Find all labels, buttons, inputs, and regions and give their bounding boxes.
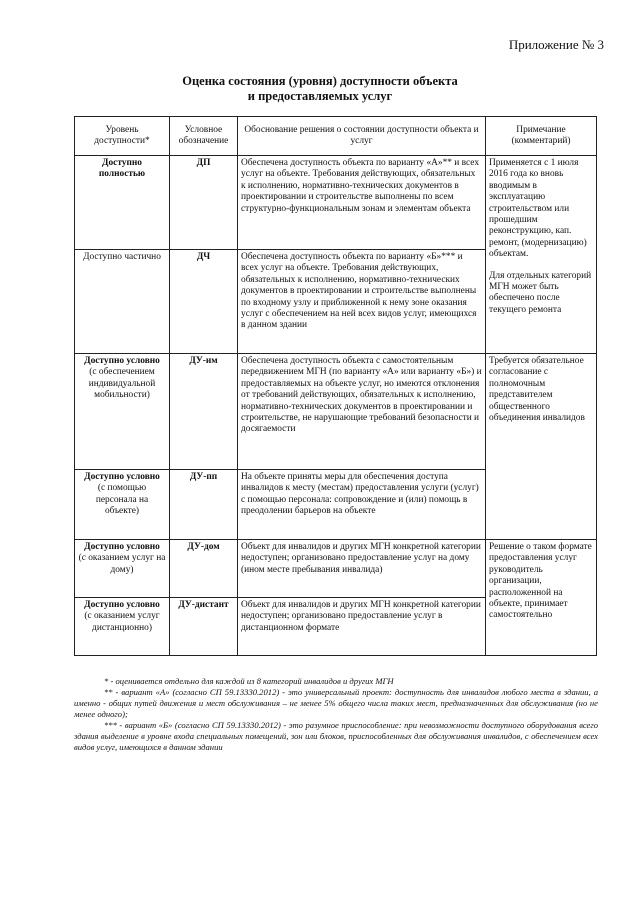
- footnote: *** - вариант «Б» (согласно СП 59.13330.2012) - это разумное приспособление: при невозможности доступного оборудования всего здания выделение в уровне входа специальных помещений, зон или блоков, приспособленных для обслуживания инвалидов, с обеспечением всех видов услуг, имеющихся в данном здании: [74, 720, 598, 752]
- level-main: Доступно условно: [84, 542, 160, 552]
- table-row: [75, 354, 597, 470]
- document-title: [0, 74, 640, 104]
- basis-cell: Обеспечена доступность объекта по варианту «Б»*** и всех услуг на объекте. Требования действующих, обязательных к исполнению, нормативно-технических документов в проектировании и строительстве выполнены по входному узлу и приближенной к нему зоне оказания услуг с обеспечением на ней всех видов услуг, имеющихся в данном здании: [238, 250, 486, 354]
- footnote: ** - вариант «А» (согласно СП 59.13330.2012) - это универсальный проект: доступность для инвалидов любого места в здании, а именно - общих путей движения и мест обслуживания – не менее 5% общего числа таких мест, предназначенных для обслуживания (но не менее одного);: [74, 687, 598, 719]
- header-code: Условное обозначение: [170, 117, 238, 156]
- basis-cell: На объекте приняты меры для обеспечения доступа инвалидов к месту (местам) предоставления услуги (услуг) с помощью персонала: сопровождение и (или) помощь в преодолении барьеров на объекте: [238, 470, 486, 540]
- code-cell: ДУ-дом: [170, 540, 238, 598]
- code-cell: ДУ-дистант: [170, 598, 238, 656]
- footnotes: [74, 676, 598, 753]
- header-note: Примечание (комментарий): [486, 117, 597, 156]
- note-text: Для отдельных категорий МГН может быть обеспечено после текущего ремонта: [489, 270, 592, 315]
- level-main: Доступно условно: [84, 600, 160, 610]
- code-cell: ДУ-им: [170, 354, 238, 470]
- level-sub: (с оказанием услуг на дому): [78, 553, 166, 575]
- basis-cell: Обеспечена доступность объекта с самостоятельным передвижением МГН (по варианту «А» или варианту «Б») и предоставляемых на объекте услуг, но имеются отклонения от требований действующих, обязательных к исполнению, нормативно-технических документов в проектировании и строительстве, не нарушающие требований безопасности и досягаемости: [238, 354, 486, 470]
- level-cell: [75, 354, 170, 470]
- header-level: Уровень доступности*: [75, 117, 170, 156]
- level-sub: (с помощью персонала на объекте): [95, 483, 149, 517]
- note-text: Применяется с 1 июля 2016 года ко вновь вводимым в эксплуатацию строительством или прошедшим реконструкцию, кап. ремонт, (модернизацию) объектам.: [489, 158, 587, 260]
- title-line-2: и предоставляемых услуг: [247, 89, 393, 103]
- code-cell: ДП: [170, 156, 238, 250]
- level-main: Доступно условно: [84, 472, 160, 482]
- note-text: Решение о таком формате предоставления услуг руководитель организации, расположенной на объекте, принимает самостоятельно: [489, 542, 592, 621]
- table-row: [75, 540, 597, 598]
- accessibility-table: [74, 116, 597, 656]
- code-cell: ДЧ: [170, 250, 238, 354]
- level-cell: [75, 470, 170, 540]
- table-row: [75, 156, 597, 250]
- basis-cell: Объект для инвалидов и других МГН конкретной категории недоступен; организовано предоставление услуг в дистанционном формате: [238, 598, 486, 656]
- code-cell: ДУ-пп: [170, 470, 238, 540]
- basis-cell: Объект для инвалидов и других МГН конкретной категории недоступен; организовано предоставление услуг на дому (ином месте пребывания инвалида): [238, 540, 486, 598]
- appendix-label: Приложение № 3: [508, 37, 604, 52]
- note-cell: [486, 540, 597, 656]
- level-sub: (с обеспечением индивидуальной мобильности): [88, 367, 156, 401]
- level-main: Доступно частично: [83, 252, 161, 262]
- footnote: * - оценивается отдельно для каждой из 8 категорий инвалидов и других МГН: [104, 676, 394, 686]
- note-cell: [486, 354, 597, 540]
- level-sub: (с оказанием услуг дистанционно): [84, 611, 160, 633]
- level-cell: [75, 598, 170, 656]
- header-basis: Обоснование решения о состоянии доступности объекта и услуг: [238, 117, 486, 156]
- note-cell: [486, 156, 597, 354]
- level-cell: [75, 250, 170, 354]
- table-header-row: [75, 117, 597, 156]
- title-line-1: Оценка состояния (уровня) доступности объекта: [182, 74, 458, 88]
- level-main: Доступно полностью: [98, 158, 146, 180]
- note-text: Требуется обязательное согласование с полномочным представителем общественного объединения инвалидов: [489, 356, 585, 424]
- level-main: Доступно условно: [84, 356, 160, 366]
- level-cell: [75, 540, 170, 598]
- basis-cell: Обеспечена доступность объекта по варианту «А»** и всех услуг на объекте. Требования действующих, обязательных к исполнению, нормативно-технических документов в проектировании и строительстве выполнены по всем структурно-функциональным зонам и элементам объекта: [238, 156, 486, 250]
- level-cell: [75, 156, 170, 250]
